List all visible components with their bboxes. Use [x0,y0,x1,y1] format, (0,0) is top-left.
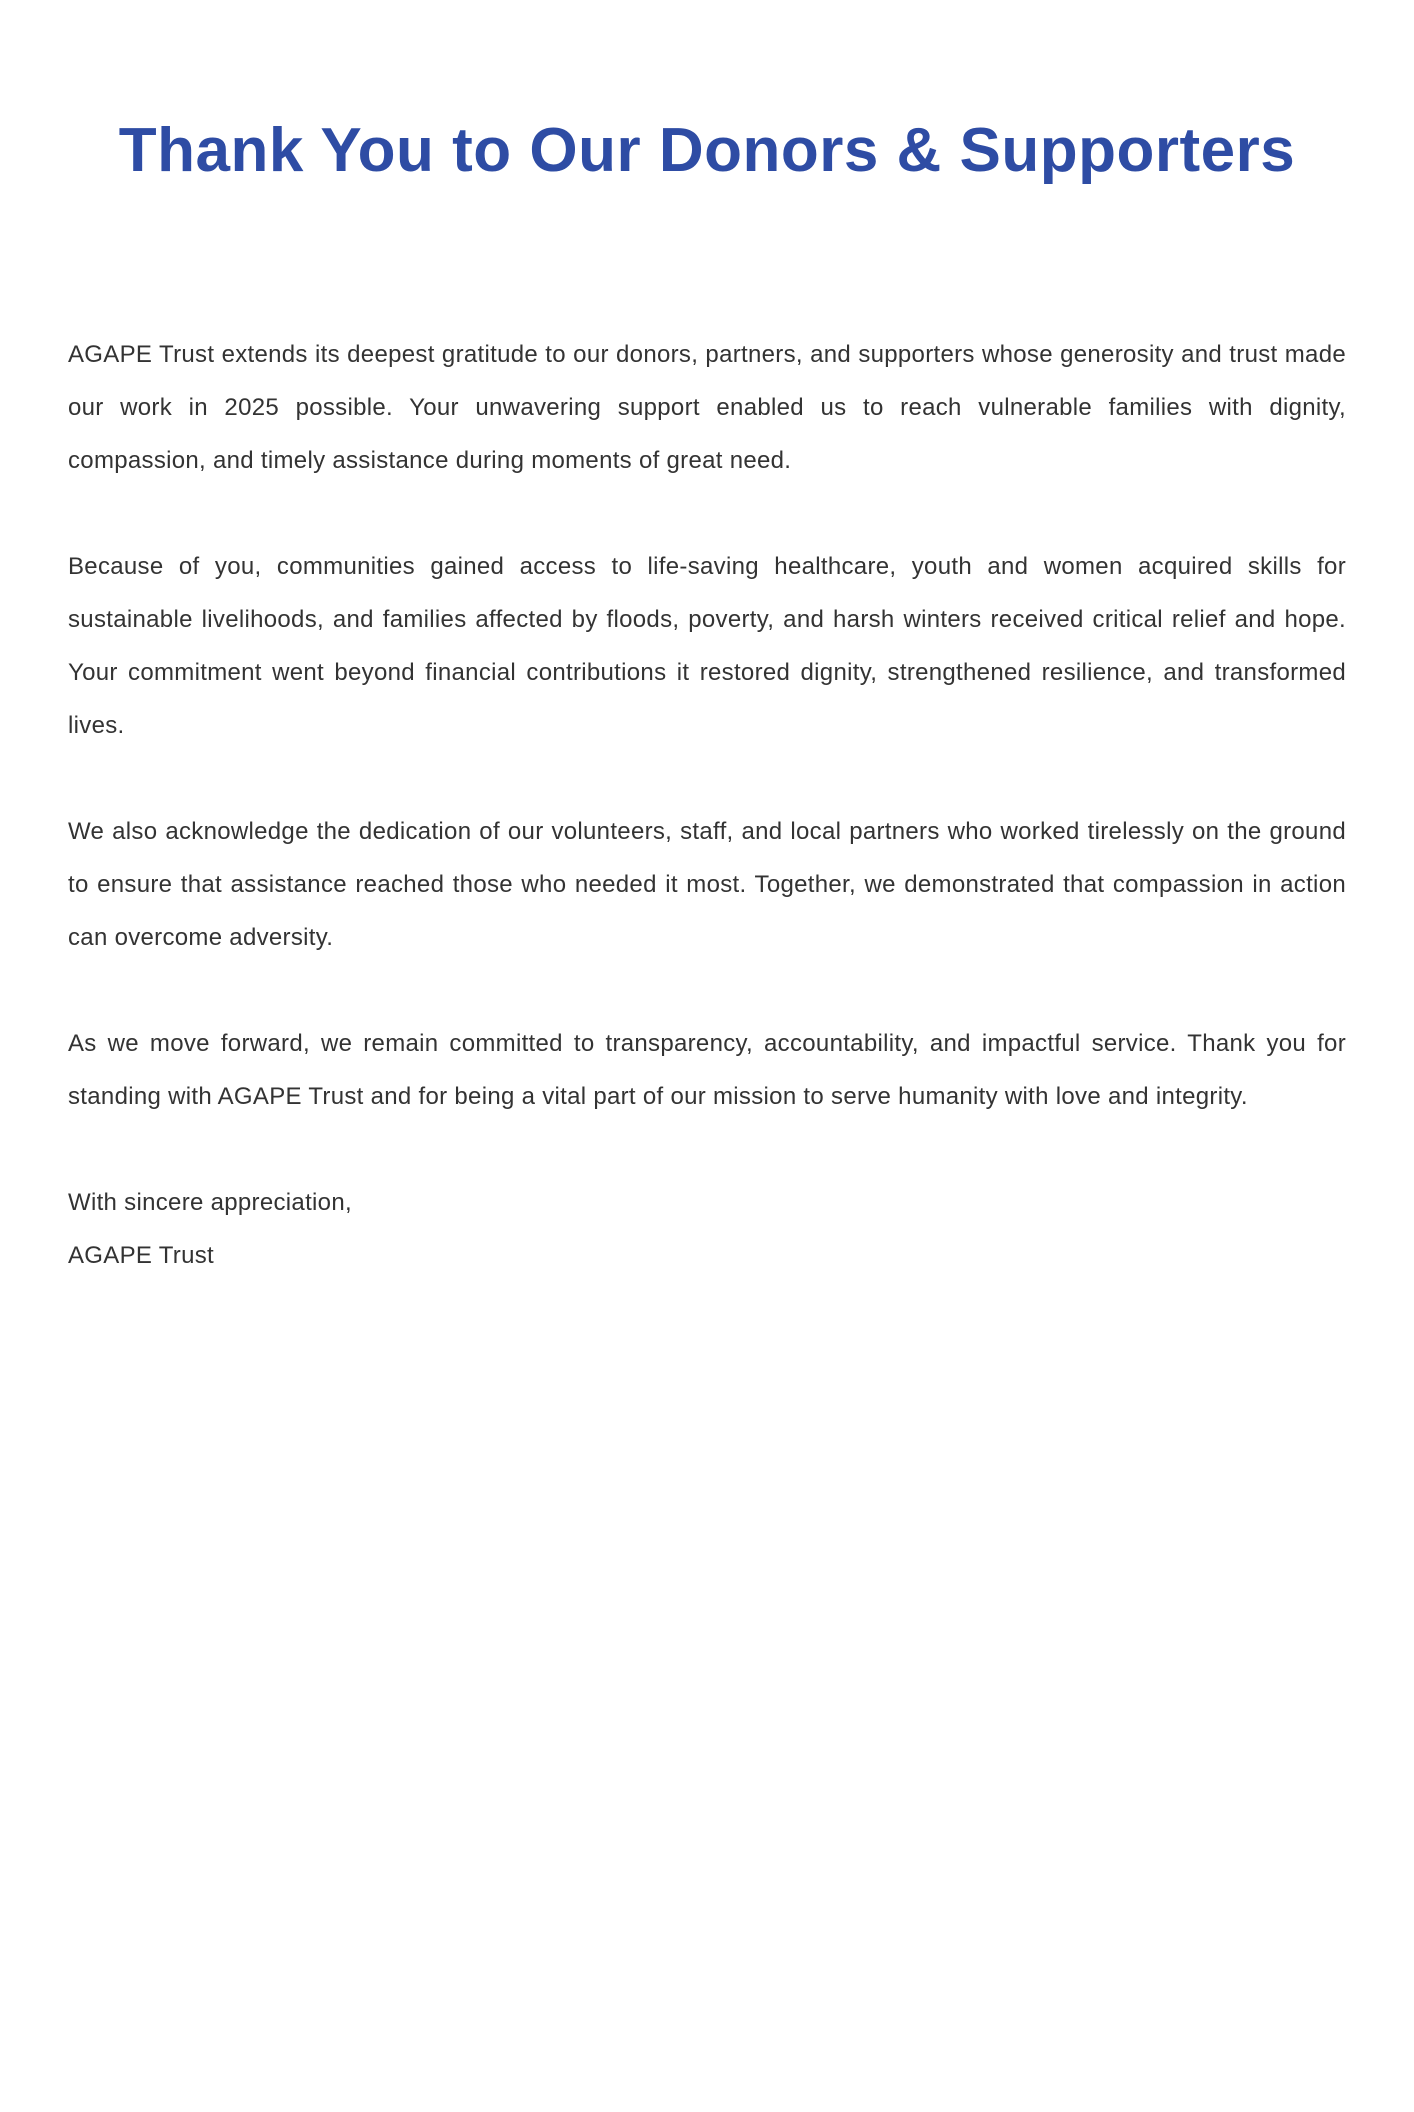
paragraph-commitment: As we move forward, we remain committed to transparency, accountability, and impactful service. Thank you for standing with AGAPE Trust and for being a vital part of our mission to serve humanity with love and integrity. [68,1029,1346,1110]
document-page [0,112,1414,2112]
closing-salutation: With sincere appreciation, [68,1188,352,1216]
closing-signature: AGAPE Trust [68,1241,215,1269]
paragraph-acknowledgement: We also acknowledge the dedication of our volunteers, staff, and local partners who worked tirelessly on the ground to ensure that assistance reached those who needed it most. Together, we demonstrated that compassion in action can overcome adversity. [68,817,1346,951]
closing-block [68,1176,1346,1282]
letter-body [68,328,1346,1282]
paragraph-impact: Because of you, communities gained access to life-saving healthcare, youth and women acquired skills for sustainable livelihoods, and families affected by floods, poverty, and harsh winters received critical relief and hope. Your commitment went beyond financial contributions it restored dignity, strengthened resilience, and transformed lives. [68,552,1346,739]
page-title: Thank You to Our Donors & Supporters [118,116,1296,185]
paragraph-gratitude: AGAPE Trust extends its deepest gratitude to our donors, partners, and supporters whose generosity and trust made our work in 2025 possible. Your unwavering support enabled us to reach vulnerable families with dignity, compassion, and timely assistance during moments of great need. [68,340,1346,474]
